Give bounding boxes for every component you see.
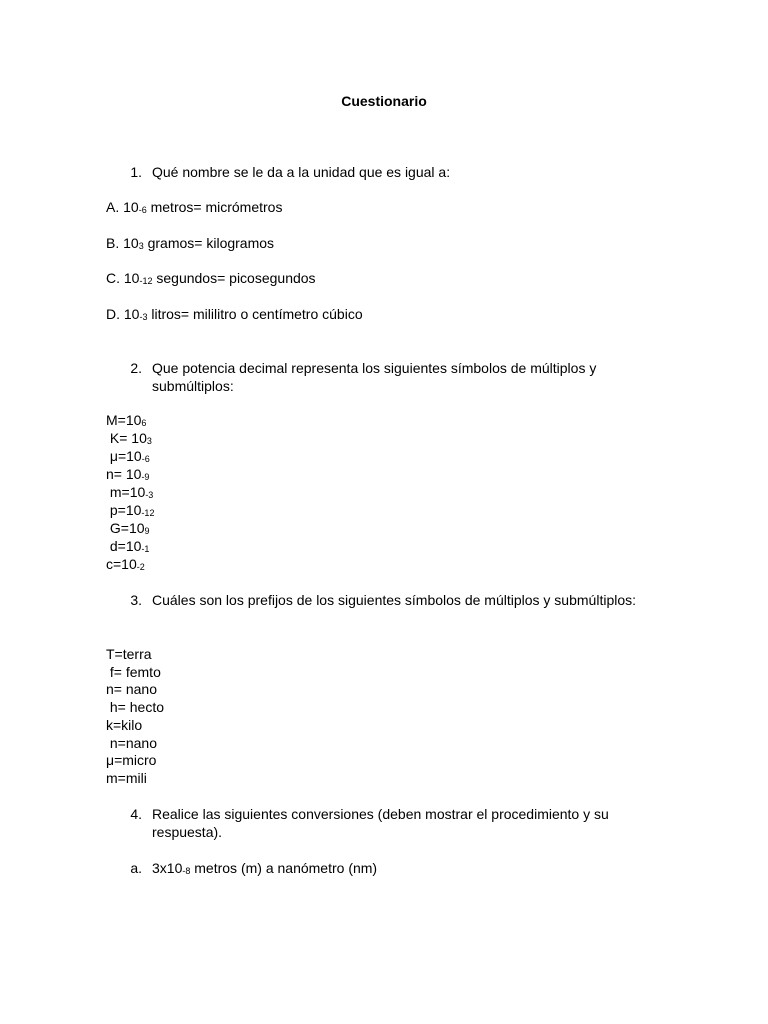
q3-item: h= hecto — [106, 699, 164, 715]
item-exponent: -2 — [136, 562, 145, 572]
answer-text: gramos= kilogramos — [143, 235, 275, 251]
answer-text: segundos= picosegundos — [152, 270, 316, 286]
item-exponent: 3 — [146, 436, 152, 446]
item-exponent: -6 — [141, 454, 150, 464]
q3-number: 3. — [130, 592, 142, 608]
answer-label: B. 10 — [106, 235, 139, 251]
q1-answer-d — [106, 305, 363, 325]
q1-answer-b — [106, 234, 274, 254]
q2-item — [106, 483, 153, 503]
q2-item — [106, 555, 145, 575]
item-exponent: -1 — [141, 544, 150, 554]
item-exponent: -12 — [141, 508, 155, 518]
q1-text: Qué nombre se le da a la unidad que es igual a: — [152, 164, 451, 180]
q3-item: m=mili — [106, 770, 147, 786]
q2-item — [106, 519, 150, 539]
q2-item — [106, 447, 150, 467]
q2-item — [106, 501, 154, 521]
item-base: M=10 — [106, 412, 142, 428]
q4a-text — [152, 859, 377, 879]
answer-label: D. 10 — [106, 306, 140, 322]
item-base: K= 10 — [106, 430, 147, 446]
q3-item: T=terra — [106, 646, 152, 662]
q4-text: Realice las siguientes conversiones (deben mostrar el procedimiento y su respuesta). — [152, 806, 609, 840]
q2-text: Que potencia decimal representa los siguientes símbolos de múltiplos y submúltiplos: — [152, 360, 597, 394]
item-rest: metros (m) a nanómetro (nm) — [190, 860, 378, 876]
item-base: n= 10 — [106, 466, 142, 482]
answer-exponent: -6 — [138, 205, 147, 215]
answer-exponent: -12 — [139, 276, 153, 286]
item-exponent: 9 — [144, 526, 150, 536]
q1-answer-c — [106, 269, 316, 289]
item-base: 3x10 — [152, 860, 183, 876]
q4-number: 4. — [130, 806, 142, 822]
answer-text: metros= micrómetros — [146, 199, 283, 215]
answer-label: C. 10 — [106, 270, 140, 286]
q2-item — [106, 411, 146, 431]
item-base: G=10 — [106, 520, 145, 536]
q1-answer-a — [106, 198, 282, 218]
q2-item — [106, 465, 149, 485]
item-base: p=10 — [106, 502, 142, 518]
q3-item: f= femto — [106, 664, 161, 680]
q2-item — [106, 429, 152, 449]
item-base: μ=10 — [106, 448, 142, 464]
item-exponent: -8 — [182, 866, 191, 876]
answer-exponent: -3 — [139, 312, 148, 322]
q3-text: Cuáles son los prefijos de los siguientes símbolos de múltiplos y submúltiplos: — [152, 592, 637, 608]
q4a-label: a. — [130, 860, 142, 876]
item-exponent: -9 — [141, 472, 150, 482]
q3-item: n= nano — [106, 681, 157, 697]
item-exponent: 6 — [141, 418, 147, 428]
item-base: m=10 — [106, 484, 146, 500]
item-base: c=10 — [106, 556, 137, 572]
item-base: d=10 — [106, 538, 142, 554]
item-exponent: -3 — [145, 490, 154, 500]
page-title: Cuestionario — [341, 93, 427, 109]
q1-number: 1. — [130, 164, 142, 180]
answer-exponent: 3 — [138, 241, 144, 251]
answer-label: A. 10 — [106, 199, 139, 215]
q2-number: 2. — [130, 360, 142, 376]
answer-text: litros= mililitro o centímetro cúbico — [147, 306, 363, 322]
q2-item — [106, 537, 149, 557]
q3-item: μ=micro — [106, 752, 157, 768]
q3-item: k=kilo — [106, 717, 143, 733]
q3-item: n=nano — [106, 735, 157, 751]
